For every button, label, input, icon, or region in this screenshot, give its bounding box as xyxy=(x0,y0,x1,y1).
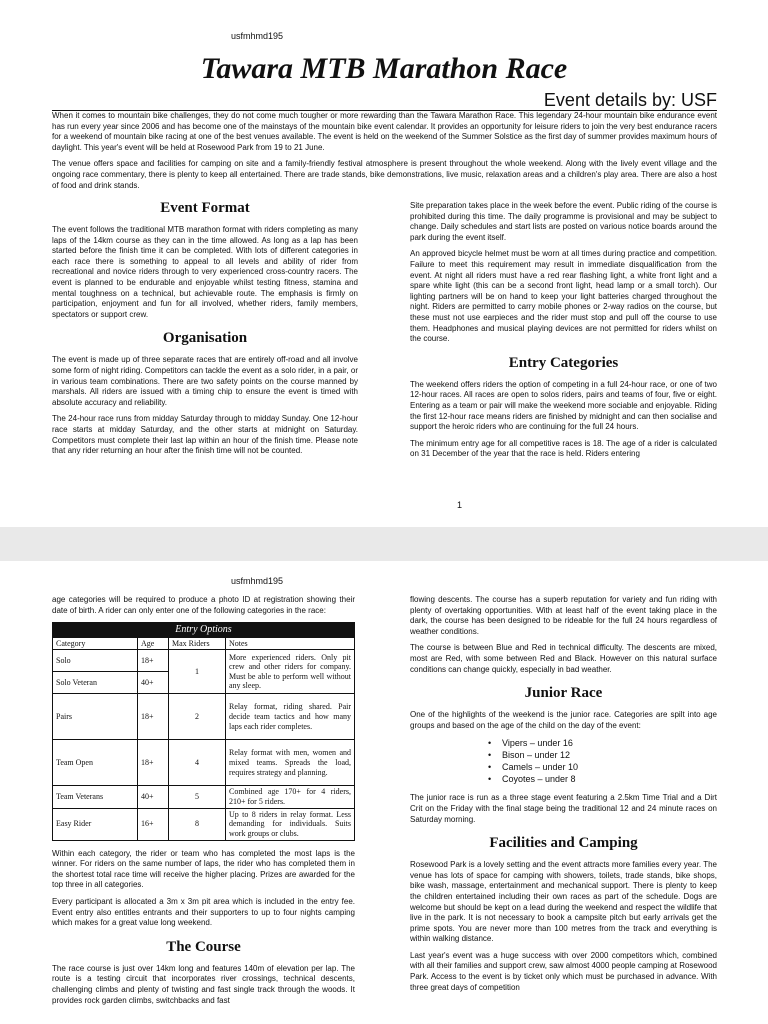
left-column-page1 xyxy=(52,200,358,463)
entry-categories-paragraph: The weekend offers riders the option of competing in a full 24-hour race, or one of two 12-hour races. All races are open to solos riders, pairs and teams of four, five or eight. Entering as a team or pair will make the weekend more sociable and enjoyable. Riding the first 12-hour race means riders are finished by midnight and can then socialise and support the heroic riders who are continuing for the full 24 hours. xyxy=(410,379,717,432)
junior-race-format-paragraph: The junior race is run as a three stage event featuring a 2.5km Time Trial and a Dirt Crit on the Friday with the final stage being the traditional 12 and 24 minute races on Saturday morning. xyxy=(410,793,717,824)
max-riders-cell: 4 xyxy=(169,740,226,786)
winner-rules-paragraph: Within each category, the rider or team who has completed the most laps is the winner. For riders on the same number of laps, the rider who has completed them in the shortest total race time will receive the higher placing. Prizes are awarded for the top three in all categories. xyxy=(52,848,355,890)
column-header: Category xyxy=(53,637,138,650)
site-preparation-paragraph: Site preparation takes place in the week before the event. Public riding of the course is prohibited during this time. The daily programme is provisional and may be subject to change. Daily schedules and start lists are posted on various notice boards around the park during the event itself. xyxy=(410,201,717,242)
table-row xyxy=(53,808,355,840)
event-format-paragraph: The event follows the traditional MTB marathon format with riders completing as many laps of the 14km course as they can in the time allowed. As long as a lap has been started before the finish time it can be completed. With lots of different categories in each race there is something to appeal to all levels and ability of rider from recreational and novice riders through to very experienced cross-country racers. The event is planned to be endurable and enjoyable whilst testing fitness, stamina and mental toughness on a technical, but achievable route. The emphasis is firmly on participation, enjoyment and fun for all involved, whether riders, family members, spectators or support crew. xyxy=(52,225,358,319)
max-riders-cell: 2 xyxy=(169,694,226,740)
course-paragraph: The race course is just over 14km long and features 140m of elevation per lap. The route is a testing circuit that incorporates river crossings, technical descents, challenging climbs and plenty of twisting and fast single track through the woods. It provides rock garden climbs, switchbacks and fast xyxy=(52,963,355,1005)
table-caption: Entry Options xyxy=(53,623,355,638)
right-column-page2 xyxy=(410,595,717,999)
notes-cell: Up to 8 riders in relay format. Less demanding for individuals. Suits work groups or clubs. xyxy=(226,808,355,840)
left-column-page2 xyxy=(52,595,355,1012)
category-cell: Team Veterans xyxy=(53,786,138,808)
max-riders-cell: 5 xyxy=(169,786,226,808)
junior-categories-list xyxy=(410,737,717,785)
document-title: Tawara MTB Marathon Race xyxy=(200,52,568,85)
max-riders-cell: 1 xyxy=(169,650,226,694)
intro-section xyxy=(52,111,717,197)
entry-categories-paragraph: The minimum entry age for all competitive races is 18. The age of a rider is calculated on 31 December of the year that the race is held. Riders entering xyxy=(410,438,717,459)
difficulty-paragraph: The course is between Blue and Red in technical difficulty. The descents are mixed, most are Red, with some between Red and Black. However on this natural surface conditions can change quickly, especially in bad weather. xyxy=(410,643,717,674)
helmet-rules-paragraph: An approved bicycle helmet must be worn at all times during practice and competition. Failure to meet this requirement may result in immediate disqualification from the event. At night all riders must have a red rear flashing light, a white front light and a spare white light (this can be a second front light, head lamp or a small torch). Our lighting partners will be on hand to keep your light batteries charged throughout the night. Riders are permitted to carry mobile phones or 2-way radios on the course, but these must not use earpieces and the rider must stop and pull off the course to use them. Headphones and musical playing devices are not permitted for riders whilst on the course. xyxy=(410,249,717,344)
document-id: usfmhmd195 xyxy=(231,31,284,41)
list-item: • Bison – under 12 xyxy=(502,749,717,761)
heading-facilities-camping: Facilities and Camping xyxy=(489,835,638,852)
table-row xyxy=(53,694,355,740)
page-number: 1 xyxy=(457,500,463,510)
age-categories-paragraph: age categories will be required to produce a photo ID at registration showing their date of birth. A rider can only enter one of the following categories in the race: xyxy=(52,595,355,615)
column-header: Age xyxy=(138,637,169,650)
notes-cell: Relay format, riding shared. Pair decide team tactics and how many laps each rider completes. xyxy=(226,694,355,740)
notes-cell: More experienced riders. Only pit crew and other riders for company. Must be able to perform well without any sleep. xyxy=(226,650,355,694)
list-item: • Camels – under 10 xyxy=(502,761,717,773)
heading-organisation: Organisation xyxy=(162,330,248,347)
column-header: Max Riders xyxy=(169,637,226,650)
document-id: usfmhmd195 xyxy=(231,576,284,586)
course-continued-paragraph: flowing descents. The course has a superb reputation for variety and fun riding with plenty of overtaking opportunities. With at least half of the event taking place in the dark, the course has been designed to be rideable for the full 24 hours regardless of weather conditions. xyxy=(410,595,717,636)
notes-cell: Relay format with men, women and mixed teams. Spreads the load, requires strategy and planning. xyxy=(226,740,355,786)
organisation-paragraph: The event is made up of three separate races that are entirely off-road and all involve some form of night riding. Competitors can tackle the event as a solo rider, in a pair, or in various team combinations. There are two safety points on the course manned by marshals. All riders are issued with a timing chip to ensure the event is timed with absolute accuracy and reliability. xyxy=(52,355,358,407)
age-cell: 40+ xyxy=(138,672,169,694)
age-cell: 18+ xyxy=(138,694,169,740)
pit-area-paragraph: Every participant is allocated a 3m x 3m pit area which is included in the entry fee. Event entry also entitles entrants and their supporters to up to four nights camping which makes for a great value long weekend. xyxy=(52,896,355,928)
heading-entry-categories: Entry Categories xyxy=(508,354,619,371)
category-cell: Team Open xyxy=(53,740,138,786)
category-cell: Pairs xyxy=(53,694,138,740)
entry-options-table xyxy=(52,622,355,840)
category-cell: Easy Rider xyxy=(53,808,138,840)
facilities-paragraph: Last year's event was a huge success with over 2000 competitors which, combined with all their families and support crew, saw almost 4000 people camping at Rosewood Park. Access to the event is by ticket only which must be purchased in advance. With three great days of competition xyxy=(410,950,717,992)
heading-event-format: Event Format xyxy=(160,200,250,216)
age-cell: 18+ xyxy=(138,740,169,786)
table-row xyxy=(53,740,355,786)
age-cell: 18+ xyxy=(138,650,169,672)
intro-paragraph: The venue offers space and facilities for camping on site and a family-friendly festival atmosphere is present throughout the whole weekend. Along with the lively event village and the ongoing race commentary, there is plenty to keep all entertained. There are trade stands, bike demonstrations, live music, relaxation areas and a children's play area. There are also a host of food and drink stands. xyxy=(52,159,717,190)
max-riders-cell: 8 xyxy=(169,808,226,840)
heading-junior-race: Junior Race xyxy=(524,685,603,702)
age-cell: 16+ xyxy=(138,808,169,840)
table-row xyxy=(53,650,355,672)
heading-the-course: The Course xyxy=(166,938,241,955)
list-item: • Vipers – under 16 xyxy=(502,737,717,749)
event-byline: Event details by: USF xyxy=(52,90,717,111)
junior-race-intro: One of the highlights of the weekend is the junior race. Categories are spilt into age groups and based on the age of the child on the day of the event: xyxy=(410,710,717,730)
category-cell: Solo xyxy=(53,650,138,672)
age-cell: 40+ xyxy=(138,786,169,808)
table-header-row xyxy=(53,637,355,650)
right-column-page1 xyxy=(410,201,717,466)
page-separator xyxy=(0,527,768,561)
notes-cell: Combined age 170+ for 4 riders, 210+ for 5 riders. xyxy=(226,786,355,808)
table-row xyxy=(53,786,355,808)
intro-paragraph: When it comes to mountain bike challenges, they do not come much tougher or more rewarding than the Tawara Marathon Race. This legendary 24-hour mountain bike endurance event has run every year since 2006 and has become one of the mainstays of the mountain bike event calendar. It provides an opportunity for leisure riders to join the very best endurance racers for a weekend of mountain bike racing at one of the best venues available. The event is held on the weekend of the Summer Solstice as the first day of summer provides maximum hours of daylight. This year's event will be held at Rosewood Park from 19 to 21 June. xyxy=(52,111,717,152)
column-header: Notes xyxy=(226,637,355,650)
list-item: • Coyotes – under 8 xyxy=(502,773,717,785)
category-cell: Solo Veteran xyxy=(53,672,138,694)
facilities-paragraph: Rosewood Park is a lovely setting and the event attracts more families every year. The venue has lots of space for camping with showers, toilets, trade stands, bike shops, bike wash, massage, entertainment and mechanical support. There is plenty to keep the children entertained including their own races as part of the schedule. Dogs are welcome but should be kept on a lead during the weekend and respect the wildlife that live in the park. It is not necessary to book a campsite pitch but early arrivals get the prime spots. You are never more than 100 metres from the track and everything is within walking distance. xyxy=(410,860,717,944)
organisation-paragraph: The 24-hour race runs from midday Saturday through to midday Sunday. One 12-hour race starts at midday Saturday, and the other starts at midnight on Saturday. Competitors must complete their last lap within an hour of the finish time. Please note that any rider returning an hour after the finish time will not be counted. xyxy=(52,414,358,456)
